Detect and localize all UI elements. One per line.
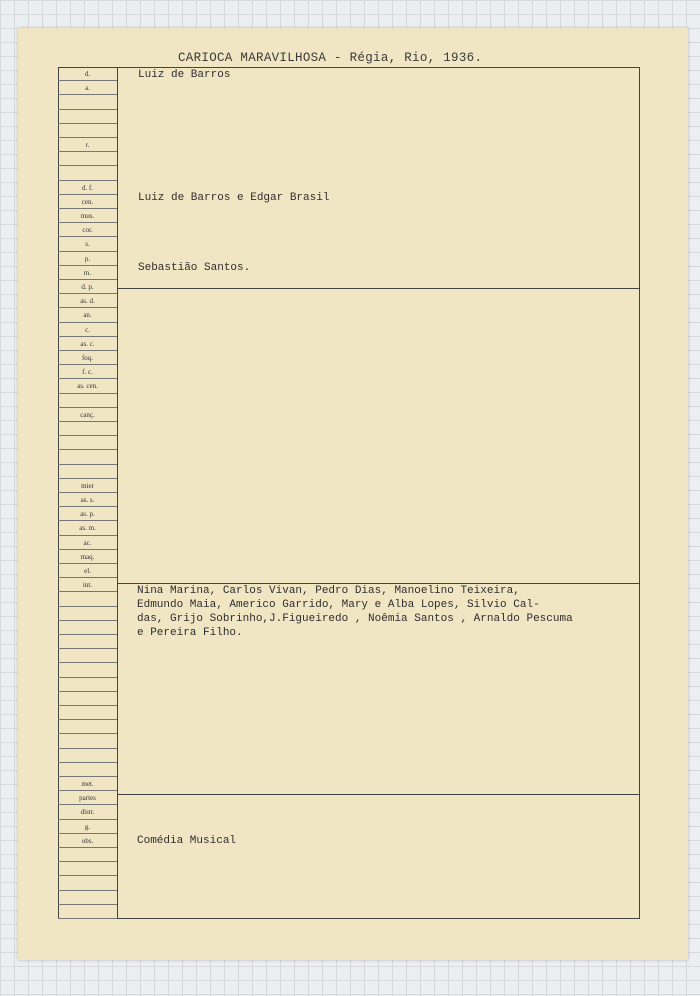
field-label (58, 749, 117, 763)
field-label (58, 110, 117, 124)
field-label: as. s. (58, 493, 117, 507)
cast-line: Nina Marina, Carlos Vivan, Pedro Dias, Manoelino Teixeira, (137, 585, 520, 597)
cast-block (137, 584, 647, 640)
cast-line: Edmundo Maia, Americo Garrido, Mary e Alba Lopes, Silvio Cal- (137, 599, 540, 611)
field-label: p. (58, 252, 117, 266)
field-label: met. (58, 777, 117, 791)
card-title: CARIOCA MARAVILHOSA - Régia, Rio, 1936. (178, 51, 483, 65)
field-label: d. f. (58, 181, 117, 195)
field-label (58, 848, 117, 862)
field-label: mier (58, 479, 117, 493)
genre-value: Comédia Musical (137, 835, 237, 847)
cast-line: das, Grijo Sobrinho,J.Figueiredo , Noêmia Santos , Arnaldo Pescuma (137, 613, 573, 625)
field-label: f. c. (58, 365, 117, 379)
field-label (58, 621, 117, 635)
field-label: as. d. (58, 294, 117, 308)
field-label (58, 465, 117, 479)
section-divider (117, 794, 640, 795)
field-label (58, 720, 117, 734)
field-label: as. m. (58, 521, 117, 535)
field-label: as. c. (58, 337, 117, 351)
field-label: g. (58, 820, 117, 834)
field-label (58, 422, 117, 436)
field-label (58, 607, 117, 621)
field-label: maq. (58, 550, 117, 564)
cast-line: e Pereira Filho. (137, 627, 243, 639)
field-label (58, 905, 117, 919)
field-label (58, 692, 117, 706)
field-label: as. cen. (58, 379, 117, 393)
field-label: obs. (58, 834, 117, 848)
field-label (58, 436, 117, 450)
field-label (58, 862, 117, 876)
field-label: an. (58, 308, 117, 322)
field-label (58, 592, 117, 606)
field-label: int. (58, 578, 117, 592)
field-label (58, 763, 117, 777)
field-label (58, 152, 117, 166)
field-label (58, 394, 117, 408)
field-label (58, 876, 117, 890)
field-label (58, 450, 117, 464)
field-label: d. (58, 67, 117, 81)
field-label: mus. (58, 209, 117, 223)
producer-value: Sebastião Santos. (138, 262, 251, 274)
field-label (58, 678, 117, 692)
field-label (58, 635, 117, 649)
label-column (58, 67, 118, 919)
field-label (58, 734, 117, 748)
field-label: foq. (58, 351, 117, 365)
field-label: a. (58, 81, 117, 95)
field-label (58, 124, 117, 138)
field-label (58, 891, 117, 905)
field-label (58, 706, 117, 720)
field-label (58, 95, 117, 109)
field-label: cor. (58, 223, 117, 237)
field-label: m. (58, 266, 117, 280)
field-label: canç. (58, 408, 117, 422)
field-label: partes (58, 791, 117, 805)
field-label (58, 663, 117, 677)
field-label: r. (58, 138, 117, 152)
field-label: c. (58, 323, 117, 337)
field-label: el. (58, 564, 117, 578)
field-label (58, 649, 117, 663)
field-label (58, 166, 117, 180)
field-label: d. p. (58, 280, 117, 294)
field-label: ac. (58, 536, 117, 550)
field-label: distr. (58, 805, 117, 819)
field-label: s. (58, 237, 117, 251)
section-divider (117, 288, 640, 289)
field-label: as. p. (58, 507, 117, 521)
field-label: cen. (58, 195, 117, 209)
photography-value: Luiz de Barros e Edgar Brasil (138, 192, 330, 204)
director-value: Luiz de Barros (138, 69, 231, 81)
